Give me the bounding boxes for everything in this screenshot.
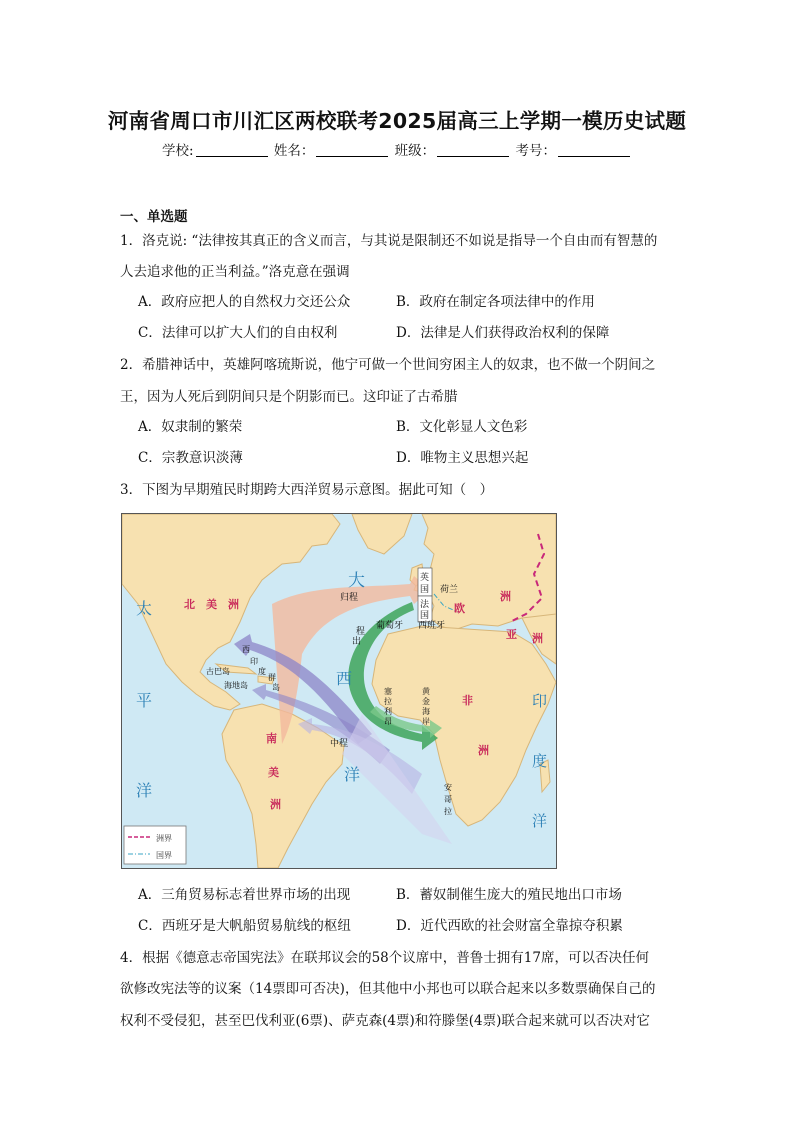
sierra-leone-label-1: 塞 [384, 687, 392, 696]
pacific-label-2: 平 [136, 691, 153, 710]
asia-label-2: 洲 [532, 632, 543, 645]
islands-label-1: 群 [268, 673, 276, 682]
france-label-2: 国 [420, 611, 430, 621]
uk-label-1: 英 [420, 573, 430, 583]
europe-label-2: 洲 [500, 590, 511, 603]
indian-label-1: 印 [532, 692, 548, 710]
gold-coast-label-2: 金 [422, 697, 430, 706]
atlantic-label-xi: 西 [336, 669, 353, 688]
pacific-label-3: 洋 [136, 781, 153, 800]
q3-option-a: A．三角贸易标志着世界市场的出现 [138, 887, 351, 903]
atlantic-label-da: 大 [348, 571, 365, 591]
q4-stem-line-2: 欲修改宪法等的议案（14票即可否决)，但其他中小邦也可以联合起来以多数票确保自己的 [120, 981, 656, 997]
q3-option-c: C．西班牙是大帆船贸易航线的枢纽 [138, 918, 351, 934]
asia-label-1: 亚 [506, 628, 517, 641]
indian-label-3: 洋 [532, 812, 548, 830]
france-label-1: 法 [420, 600, 430, 610]
school-blank [196, 143, 268, 157]
return-route-label: 归程 [340, 593, 359, 603]
q1-option-c: C．法律可以扩大人们的自由权利 [138, 325, 338, 341]
sierra-leone-label-4: 昂 [384, 717, 392, 726]
name-label: 姓名： [273, 143, 315, 159]
q1-stem-line-1: 1．洛克说: “法律按其真正的含义而言，与其说是限制还不如说是指导一个自由而有智慧的 [120, 233, 658, 249]
netherlands-label: 荷兰 [440, 585, 459, 595]
school-label: 学校: [162, 143, 194, 159]
legend-box [124, 826, 186, 864]
cuba-label: 古巴岛 [206, 667, 230, 676]
africa-label-1: 非 [462, 694, 473, 707]
west-indies-label-3: 度 [258, 667, 266, 676]
spain-label: 西班牙 [418, 621, 446, 631]
q2-stem-line-1: 2．希腊神话中，英雄阿喀琉斯说，他宁可做一个世间穷困主人的奴隶，也不做一个阴间之 [120, 357, 656, 373]
q3-option-b: B．蓄奴制催生庞大的殖民地出口市场 [396, 887, 622, 903]
south-america-label-1: 南 [266, 732, 277, 745]
atlantic-label-yang: 洋 [344, 765, 361, 784]
indian-label-2: 度 [532, 752, 548, 770]
west-indies-label-2: 印 [250, 657, 258, 666]
europe-label-1: 欧 [454, 602, 465, 615]
portugal-label: 葡萄牙 [376, 621, 404, 631]
q1-stem-line-2: 人去追求他的正当利益。”洛克意在强调 [120, 264, 350, 280]
q4-stem-line-1: 4．根据《德意志帝国宪法》在联邦议会的58个议席中，普鲁士拥有17席，可以否决任何 [120, 950, 649, 966]
sierra-leone-label-3: 利 [384, 707, 392, 716]
legend-continent-label: 洲界 [156, 834, 172, 843]
north-america-label: 北 美 洲 [184, 598, 239, 611]
student-info-row [0, 139, 794, 159]
south-america-label-2: 美 [268, 766, 279, 779]
angola-label-2: 哥 [444, 795, 452, 804]
angola-label-1: 安 [444, 783, 452, 792]
gold-coast-label-3: 海 [422, 707, 430, 716]
atlantic-trade-map [121, 513, 557, 869]
sierra-leone-label-2: 拉 [384, 697, 392, 706]
gold-coast-label-4: 岸 [422, 717, 430, 726]
page-title: 河南省周口市川汇区两校联考2025届高三上学期一模历史试题 [107, 109, 687, 133]
q3-option-d: D．近代西欧的社会财富全靠掠夺积累 [396, 918, 623, 934]
q2-option-b: B．文化彰显人文色彩 [396, 419, 528, 435]
outbound-route-label-2: 程 [356, 627, 366, 637]
pacific-label-1: 太 [136, 599, 153, 618]
class-label: 班级： [394, 143, 436, 159]
number-blank [558, 143, 630, 157]
q1-option-b: B．政府在制定各项法律中的作用 [396, 294, 595, 310]
q3-stem-line-1: 3．下图为早期殖民时期跨大西洋贸易示意图。据此可知（ ） [120, 482, 494, 498]
q4-stem-line-3: 权利不受侵犯，甚至巴伐利亚(6票)、萨克森(4票)和符滕堡(4票)联合起来就可以否决对它 [120, 1013, 650, 1029]
q2-option-a: A．奴隶制的繁荣 [138, 419, 243, 435]
number-label: 考号： [515, 143, 556, 159]
angola-label-3: 拉 [444, 807, 452, 816]
islands-label-2: 岛 [272, 683, 280, 692]
q2-option-c: C．宗教意识淡薄 [138, 450, 243, 466]
section-heading: 一、单选题 [120, 209, 188, 225]
name-blank [316, 143, 388, 157]
africa-label-2: 洲 [478, 744, 489, 757]
gold-coast-label-1: 黄 [422, 687, 430, 696]
q2-stem-line-2: 王，因为人死后到阴间只是个阴影而已。这印证了古希腊 [120, 389, 458, 405]
south-america-label-3: 洲 [270, 798, 281, 811]
haiti-label: 海地岛 [224, 681, 248, 690]
west-indies-label-1: 西 [242, 645, 250, 654]
class-blank [437, 143, 509, 157]
outbound-route-label-1: 出 [352, 637, 362, 647]
middle-route-label: 中程 [330, 739, 349, 749]
q2-option-d: D．唯物主义思想兴起 [396, 450, 529, 466]
q1-option-d: D．法律是人们获得政治权利的保障 [396, 325, 610, 341]
uk-label-2: 国 [420, 585, 430, 595]
q1-option-a: A．政府应把人的自然权力交还公众 [138, 294, 351, 310]
legend-country-label: 国界 [156, 851, 172, 860]
